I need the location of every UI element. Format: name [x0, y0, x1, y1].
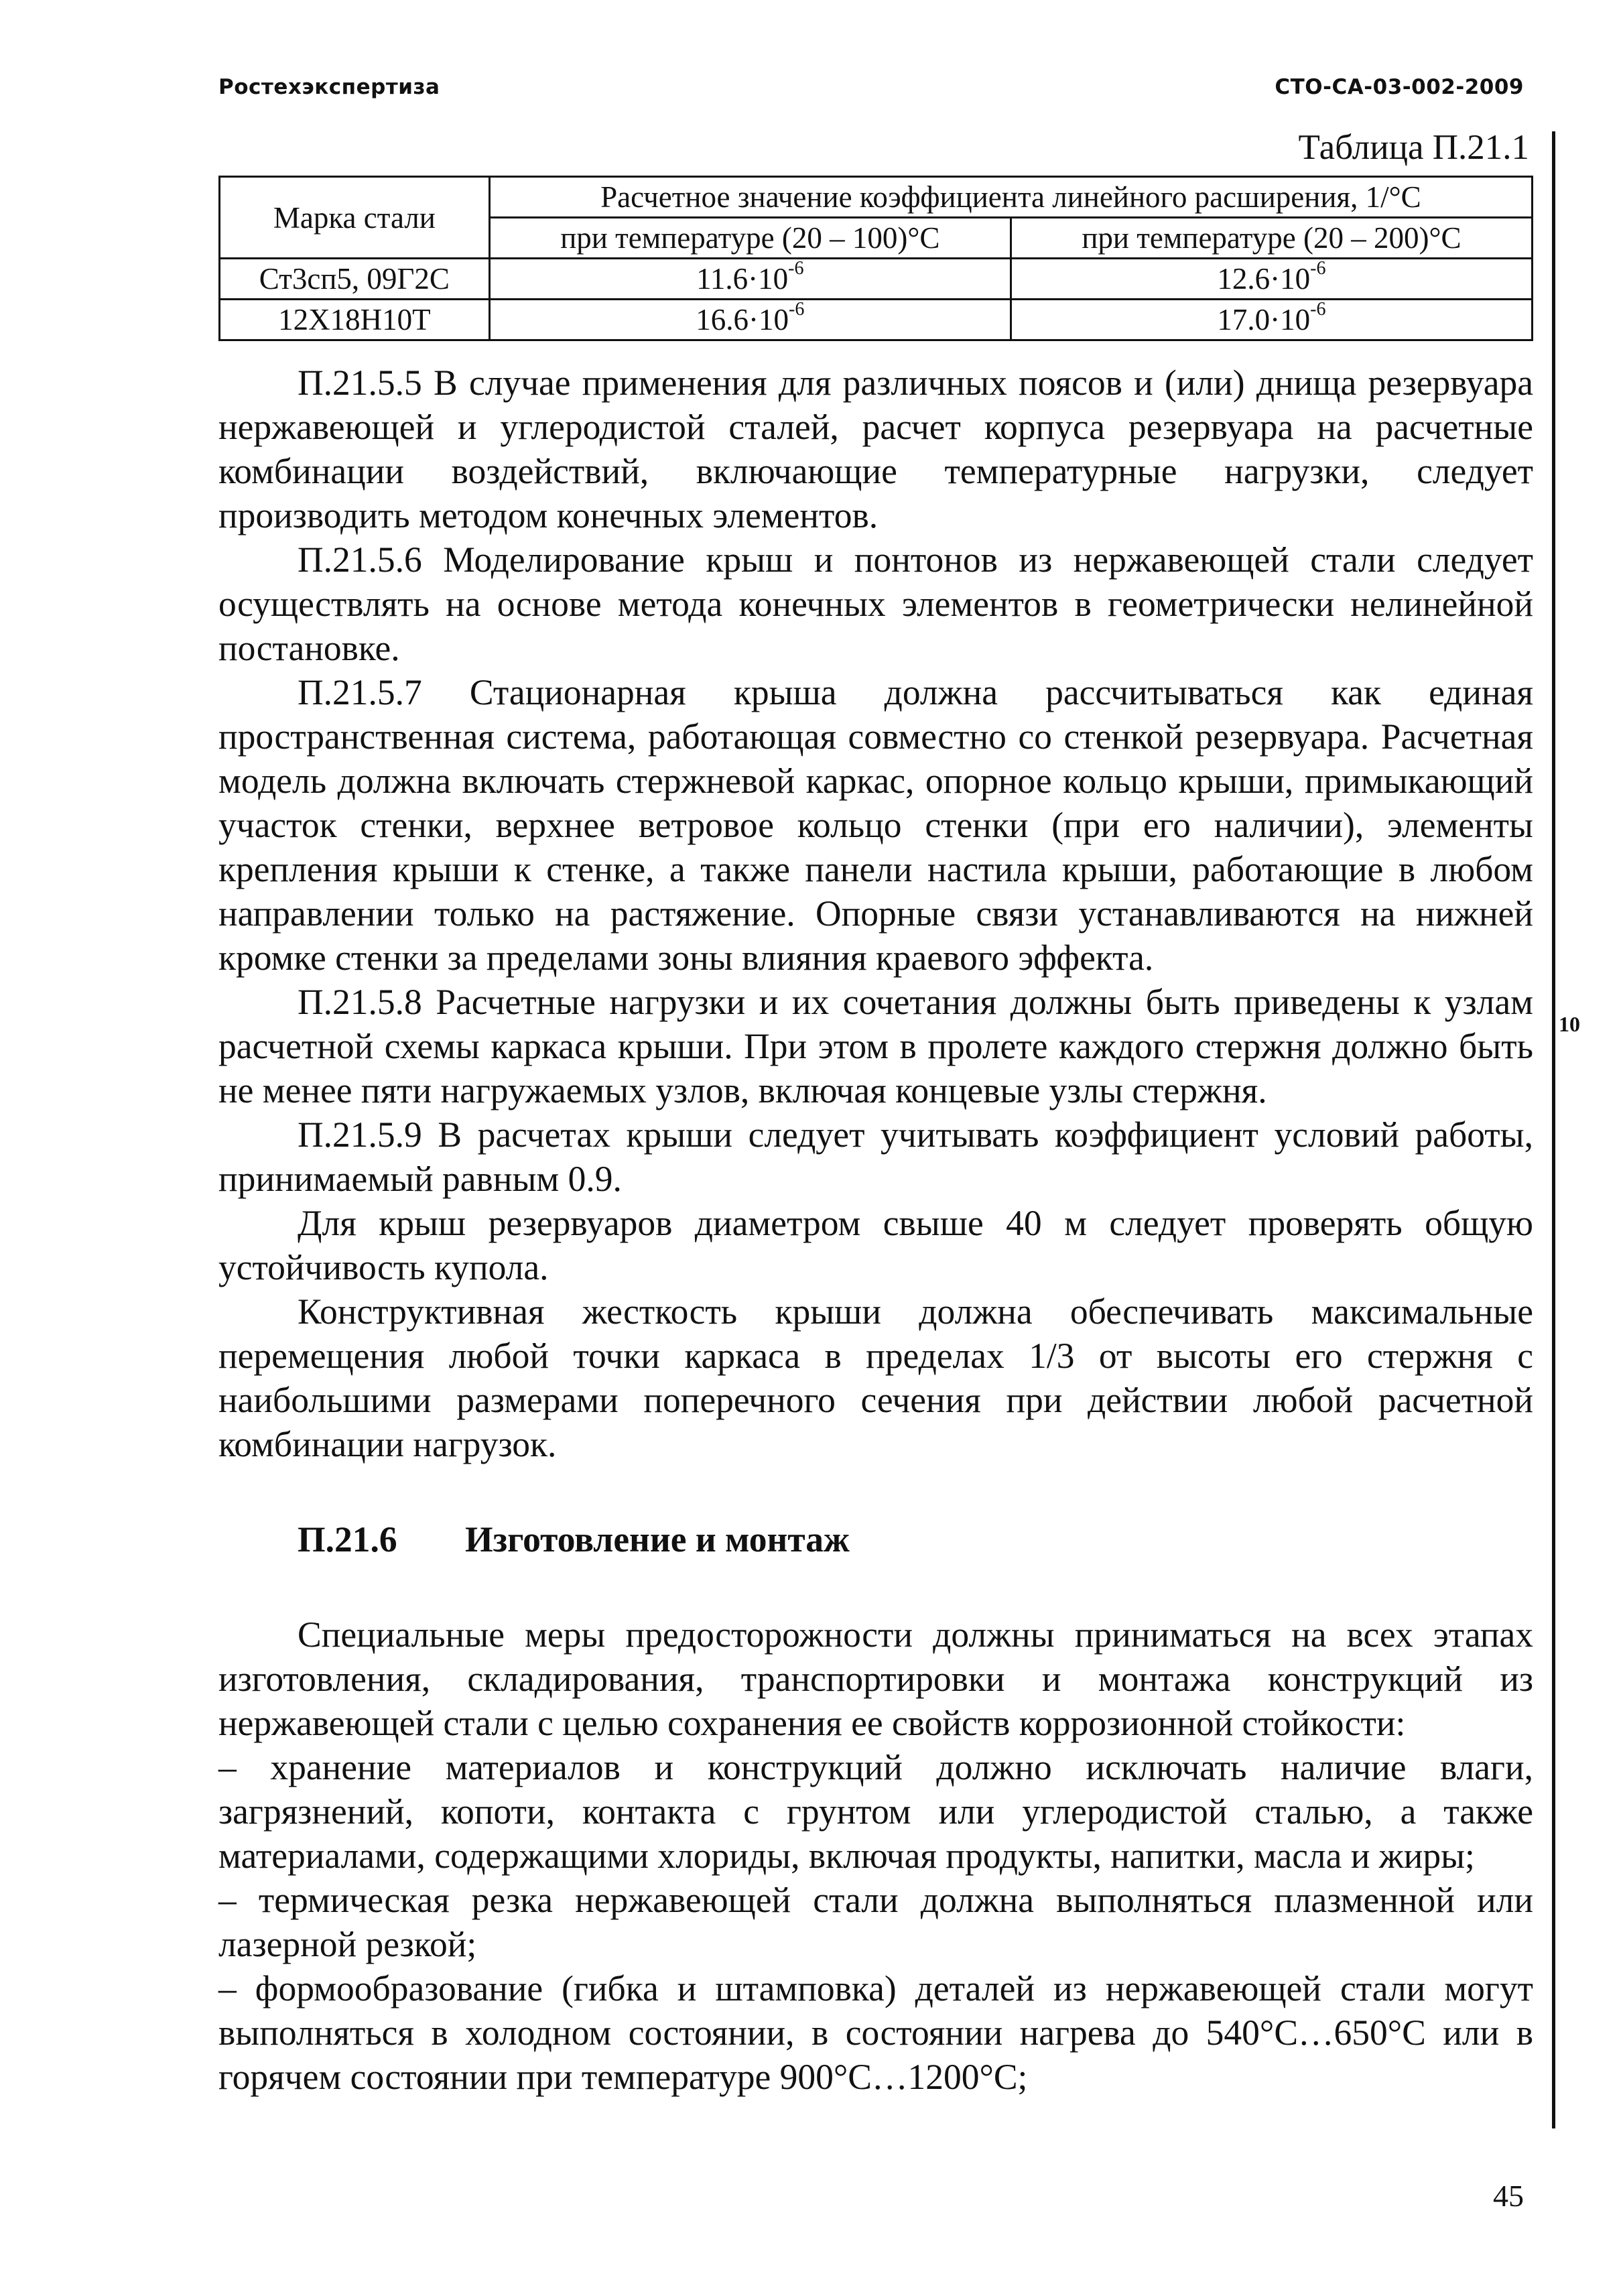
cell-coef-100 — [489, 300, 1011, 340]
header-document-code: СТО-СА-03-002-2009 — [1275, 75, 1524, 99]
section-heading — [218, 1517, 1533, 1561]
table-caption: Таблица П.21.1 — [1298, 128, 1529, 167]
coef-exponent: -6 — [1310, 299, 1326, 320]
coef-mantissa: 17.0·10 — [1217, 303, 1311, 336]
list-item: – хранение материалов и конструкций должно исключать наличие влаги, загрязнений, копоти, контакта с грунтом или углеродистой сталью, а также материалами, содержащими хлориды, включая продукты, напитки, масла и жиры; — [218, 1747, 1533, 1876]
section-intro: Специальные меры предосторожности должны приниматься на всех этапах изготовления, складирования, транспортировки и монтажа конструкций из нержавеющей стали с целью сохранения ее свойств коррозионной стойкости: — [218, 1614, 1533, 1743]
cell-coef-200 — [1011, 259, 1532, 300]
coef-exponent: -6 — [789, 299, 805, 320]
revision-bar — [1552, 131, 1555, 2128]
paragraph-21-5-8: П.21.5.8 Расчетные нагрузки и их сочетания должны быть приведены к узлам расчетной схемы каркаса крыши. При этом в пролете каждого стержня должно быть не менее пяти нагружаемых узлов, включая концевые узлы стержня. — [218, 982, 1533, 1110]
document-body — [218, 361, 1533, 2099]
cell-steel-grade: 12Х18Н10Т — [220, 300, 490, 340]
paragraph-21-5-6: П.21.5.6 Моделирование крыш и понтонов из нержавеющей стали следует осуществлять на основе метода конечных элементов в геометрически нелинейной постановке. — [218, 539, 1533, 668]
column-header-temp-200: при температуре (20 – 200)°С — [1011, 218, 1532, 259]
paragraph-21-5-7: П.21.5.7 Стационарная крыша должна рассчитываться как единая пространственная система, работающая совместно со стенкой резервуара. Расчетная модель должна включать стержневой каркас, опорное кольцо крыши, примыкающий участок стенки, верхнее ветровое кольцо стенки (при его наличии), элементы крепления крыши к стенке, а также панели настила крыши, работающие в любом направлении только на растяжение. Опорные связи устанавливаются на нижней кромке стенки за пределами зоны влияния краевого эффекта. — [218, 672, 1533, 978]
column-header-coefficient: Расчетное значение коэффициента линейного расширения, 1/°С — [489, 177, 1532, 218]
column-header-temp-100: при температуре (20 – 100)°С — [489, 218, 1011, 259]
coef-exponent: -6 — [788, 258, 804, 279]
coef-exponent: -6 — [1310, 258, 1326, 279]
paragraph-roof-stiffness: Конструктивная жесткость крыши должна обеспечивать максимальные перемещения любой точки каркаса в пределах 1/3 от высоты его стержня с наибольшими размерами поперечного сечения при действии любой расчетной комбинации нагрузок. — [218, 1291, 1533, 1464]
revision-mark: 10 — [1559, 1012, 1580, 1036]
section-number: П.21.6 — [298, 1519, 397, 1559]
table-row — [220, 259, 1533, 300]
paragraph-dome-stability: Для крыш резервуаров диаметром свыше 40 м следует проверять общую устойчивость купола. — [218, 1203, 1533, 1287]
header-organization: Ростехэкспертиза — [218, 75, 440, 99]
table-header-row — [220, 177, 1533, 218]
section-title: Изготовление и монтаж — [465, 1519, 850, 1559]
coef-mantissa: 12.6·10 — [1217, 262, 1311, 296]
column-header-steel-grade: Марка стали — [220, 177, 490, 259]
cell-steel-grade: Ст3сп5, 09Г2С — [220, 259, 490, 300]
table-row — [220, 300, 1533, 340]
list-item: – формообразование (гибка и штамповка) деталей из нержавеющей стали могут выполняться в холодном состоянии, в состоянии нагрева до 540°С…650°С или в горячем состоянии при температуре 900°С…1200°С; — [218, 1968, 1533, 2097]
paragraph-21-5-9: П.21.5.9 В расчетах крыши следует учитывать коэффициент условий работы, принимаемый равным 0.9. — [218, 1114, 1533, 1199]
cell-coef-200 — [1011, 300, 1532, 340]
list-item: – термическая резка нержавеющей стали должна выполняться плазменной или лазерной резкой; — [218, 1880, 1533, 1964]
expansion-coefficient-table — [218, 176, 1533, 341]
cell-coef-100 — [489, 259, 1011, 300]
coef-mantissa: 11.6·10 — [696, 262, 789, 296]
page-number: 45 — [1493, 2179, 1524, 2213]
paragraph-21-5-5: П.21.5.5 В случае применения для различных поясов и (или) днища резервуара нержавеющей и углеродистой сталей, расчет корпуса резервуара на расчетные комбинации воздействий, включающие температурные нагрузки, следует производить методом конечных элементов. — [218, 363, 1533, 535]
coef-mantissa: 16.6·10 — [696, 303, 789, 336]
